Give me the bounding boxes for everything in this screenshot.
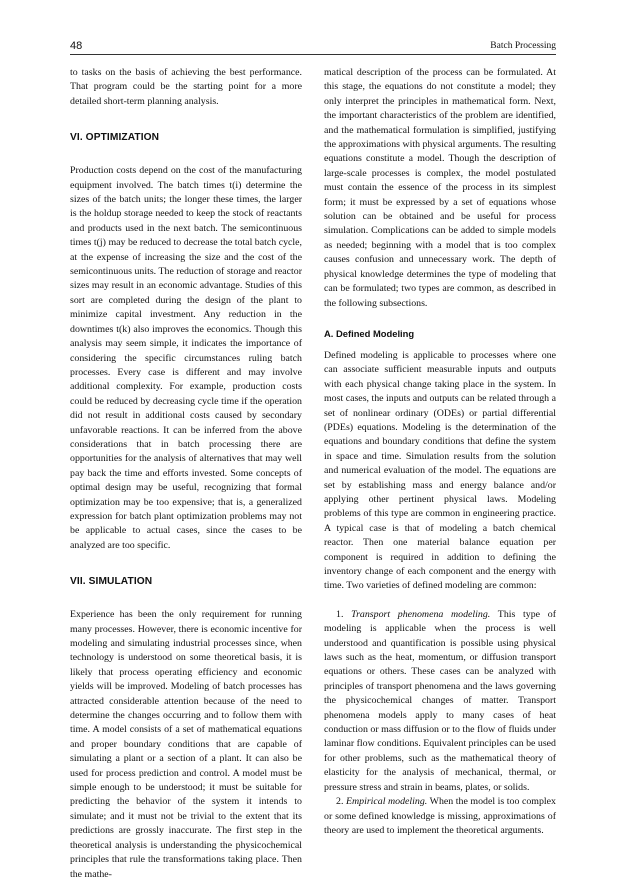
list-item-text: This type of modeling is applicable when the process is well understood and quantification is possible using physical laws such as the heat, momentum, or diffusion transport equations or others. These cases can be analyzed with principles of transport phenomena and the laws governing the physicochemical changes of matter. Transport phenomena models apply to many cases of heat conduction or mass diffusion or to the flow of fluids under laminar flow conditions. Equivalent principles can be used for other problems, such as the mathematical theory of elasticity for the analysis of mechanical, thermal, or pressure stress and strain in beams, plates, or solids.	[324, 608, 556, 793]
subsection-heading-defined-modeling: A. Defined Modeling	[324, 327, 415, 339]
defined-modeling-paragraph: Defined modeling is applicable to processes where one can associate sufficient measurable inputs and outputs with each physical change taking place in the system. In most cases, the inputs and outputs can be related through a set of nonlinear ordinary (ODEs) or partial differential (PDEs) equations. Modeling is the determination of the equations and boundary conditions that define the system in space and time. Simulation results from the solution and numerical evaluation of the model. The equations are set by establishing mass and energy balance and/or applying other pertinent physical laws. Modeling problems of this type are common in engineering practice. A typical case is that of modeling a batch chemical reactor. Then one material balance equation per component is required in addition to defining the inventory change of each component and the energy with time. Two varieties of defined modeling are common:	[324, 349, 556, 592]
list-item-text: When the model is too complex or some defined knowledge is missing, approximations of theory are used to implement the theoretical arguments.	[324, 796, 556, 836]
section-heading-simulation: VII. SIMULATION	[70, 576, 153, 588]
intro-paragraph: to tasks on the basis of achieving the best performance. That program could be the starting point for a more detailed short-term planning analysis.	[70, 67, 302, 107]
list-item-title: Transport phenomena modeling.	[351, 608, 491, 620]
simulation-paragraph: Experience has been the only requirement for running many processes. However, there is economic incentive for modeling and simulating industrial processes since, when technology is understood on some theoretical basis, it is likely that process operating efficiency and economic yields will be improved. Modeling of batch processes has attracted considerable attention because of the need to determine the changes occurring and to follow them with time. A model consists of a set of mathematical equations and proper boundary conditions that are capable of simulating a plant or a section of a plant. It can also be used for process prediction and control. A model must be simple enough to be understood; it must be suitable for predicting the behavior of the system it intends to simulate; and it must not be trivial to the extent that its predictions are grossly inaccurate. The first step in the theoretical analysis is understanding the physicochemical principles that rule the transformations taking place. Then the mathe-	[70, 609, 302, 880]
list-item-transport-modeling	[324, 608, 556, 795]
list-item-title: Empirical modeling.	[345, 796, 428, 808]
right-column	[324, 66, 556, 836]
running-head: Batch Processing	[490, 41, 556, 51]
list-item-number: 2.	[336, 796, 344, 808]
list-item-empirical-modeling	[324, 795, 556, 838]
continuation-paragraph: matical description of the process can be formulated. At this stage, the equations do not constitute a model; they only interpret the principles in mathematical form. Next, the important characteristics of the problem are identified, and the mathematical formulation is simplified, justifying the approximations with physical arguments. The resulting equations constitute a model. Though the description of large-scale processes is complex, the model postulated must contain the essence of the process in its simplest form; it must be expressed by a set of equations whose solution can be obtained and be useful for process simulation. Complications can be added to simple models as needed; beginning with a model that is too complex causes confusion and unnecessary work. The depth of physical knowledge determines the type of modeling that can be formulated; two types are common, as described in the following subsections.	[324, 67, 556, 309]
page-number: 48	[70, 40, 83, 52]
list-item-number: 1.	[336, 608, 344, 620]
section-heading-optimization: VI. OPTIMIZATION	[70, 132, 160, 144]
page-header	[70, 40, 556, 55]
optimization-paragraph: Production costs depend on the cost of the manufacturing equipment involved. The batch times t(i) determine the sizes of the batch units; the longer these times, the larger is the holdup storage needed to keep the stock of reactants and products used in the next batch. The semicontinuous times t(j) may be reduced to decrease the total batch cycle, at the expense of increasing the size and the cost of the semicontinuous units. The reduction of storage and reactor sizes may result in an economic advantage. Studies of this sort are completed during the design of the plant to minimize capital investment. Any reduction in the downtimes t(k) also improves the economics. Though this analysis may seem simple, it indicates the importance of considering the specific circumstances ruling batch processes. Every case is different and may involve additional complexity. For example, production costs could be reduced by decreasing cycle time if the operation did not result in additional costs caused by secondary unfavorable reactions. It can be inferred from the above considerations that in batch processing there are opportunities for the analysis of alternatives that may well pay back the time and efforts invested. Some concepts of optimal design may be useful, recognizing that formal optimization may be too expensive; that is, a generalized expression for batch plant optimization problems may not be applicable to actual cases, since the cases to be analyzed are too specific.	[70, 165, 302, 551]
left-column	[70, 66, 302, 880]
